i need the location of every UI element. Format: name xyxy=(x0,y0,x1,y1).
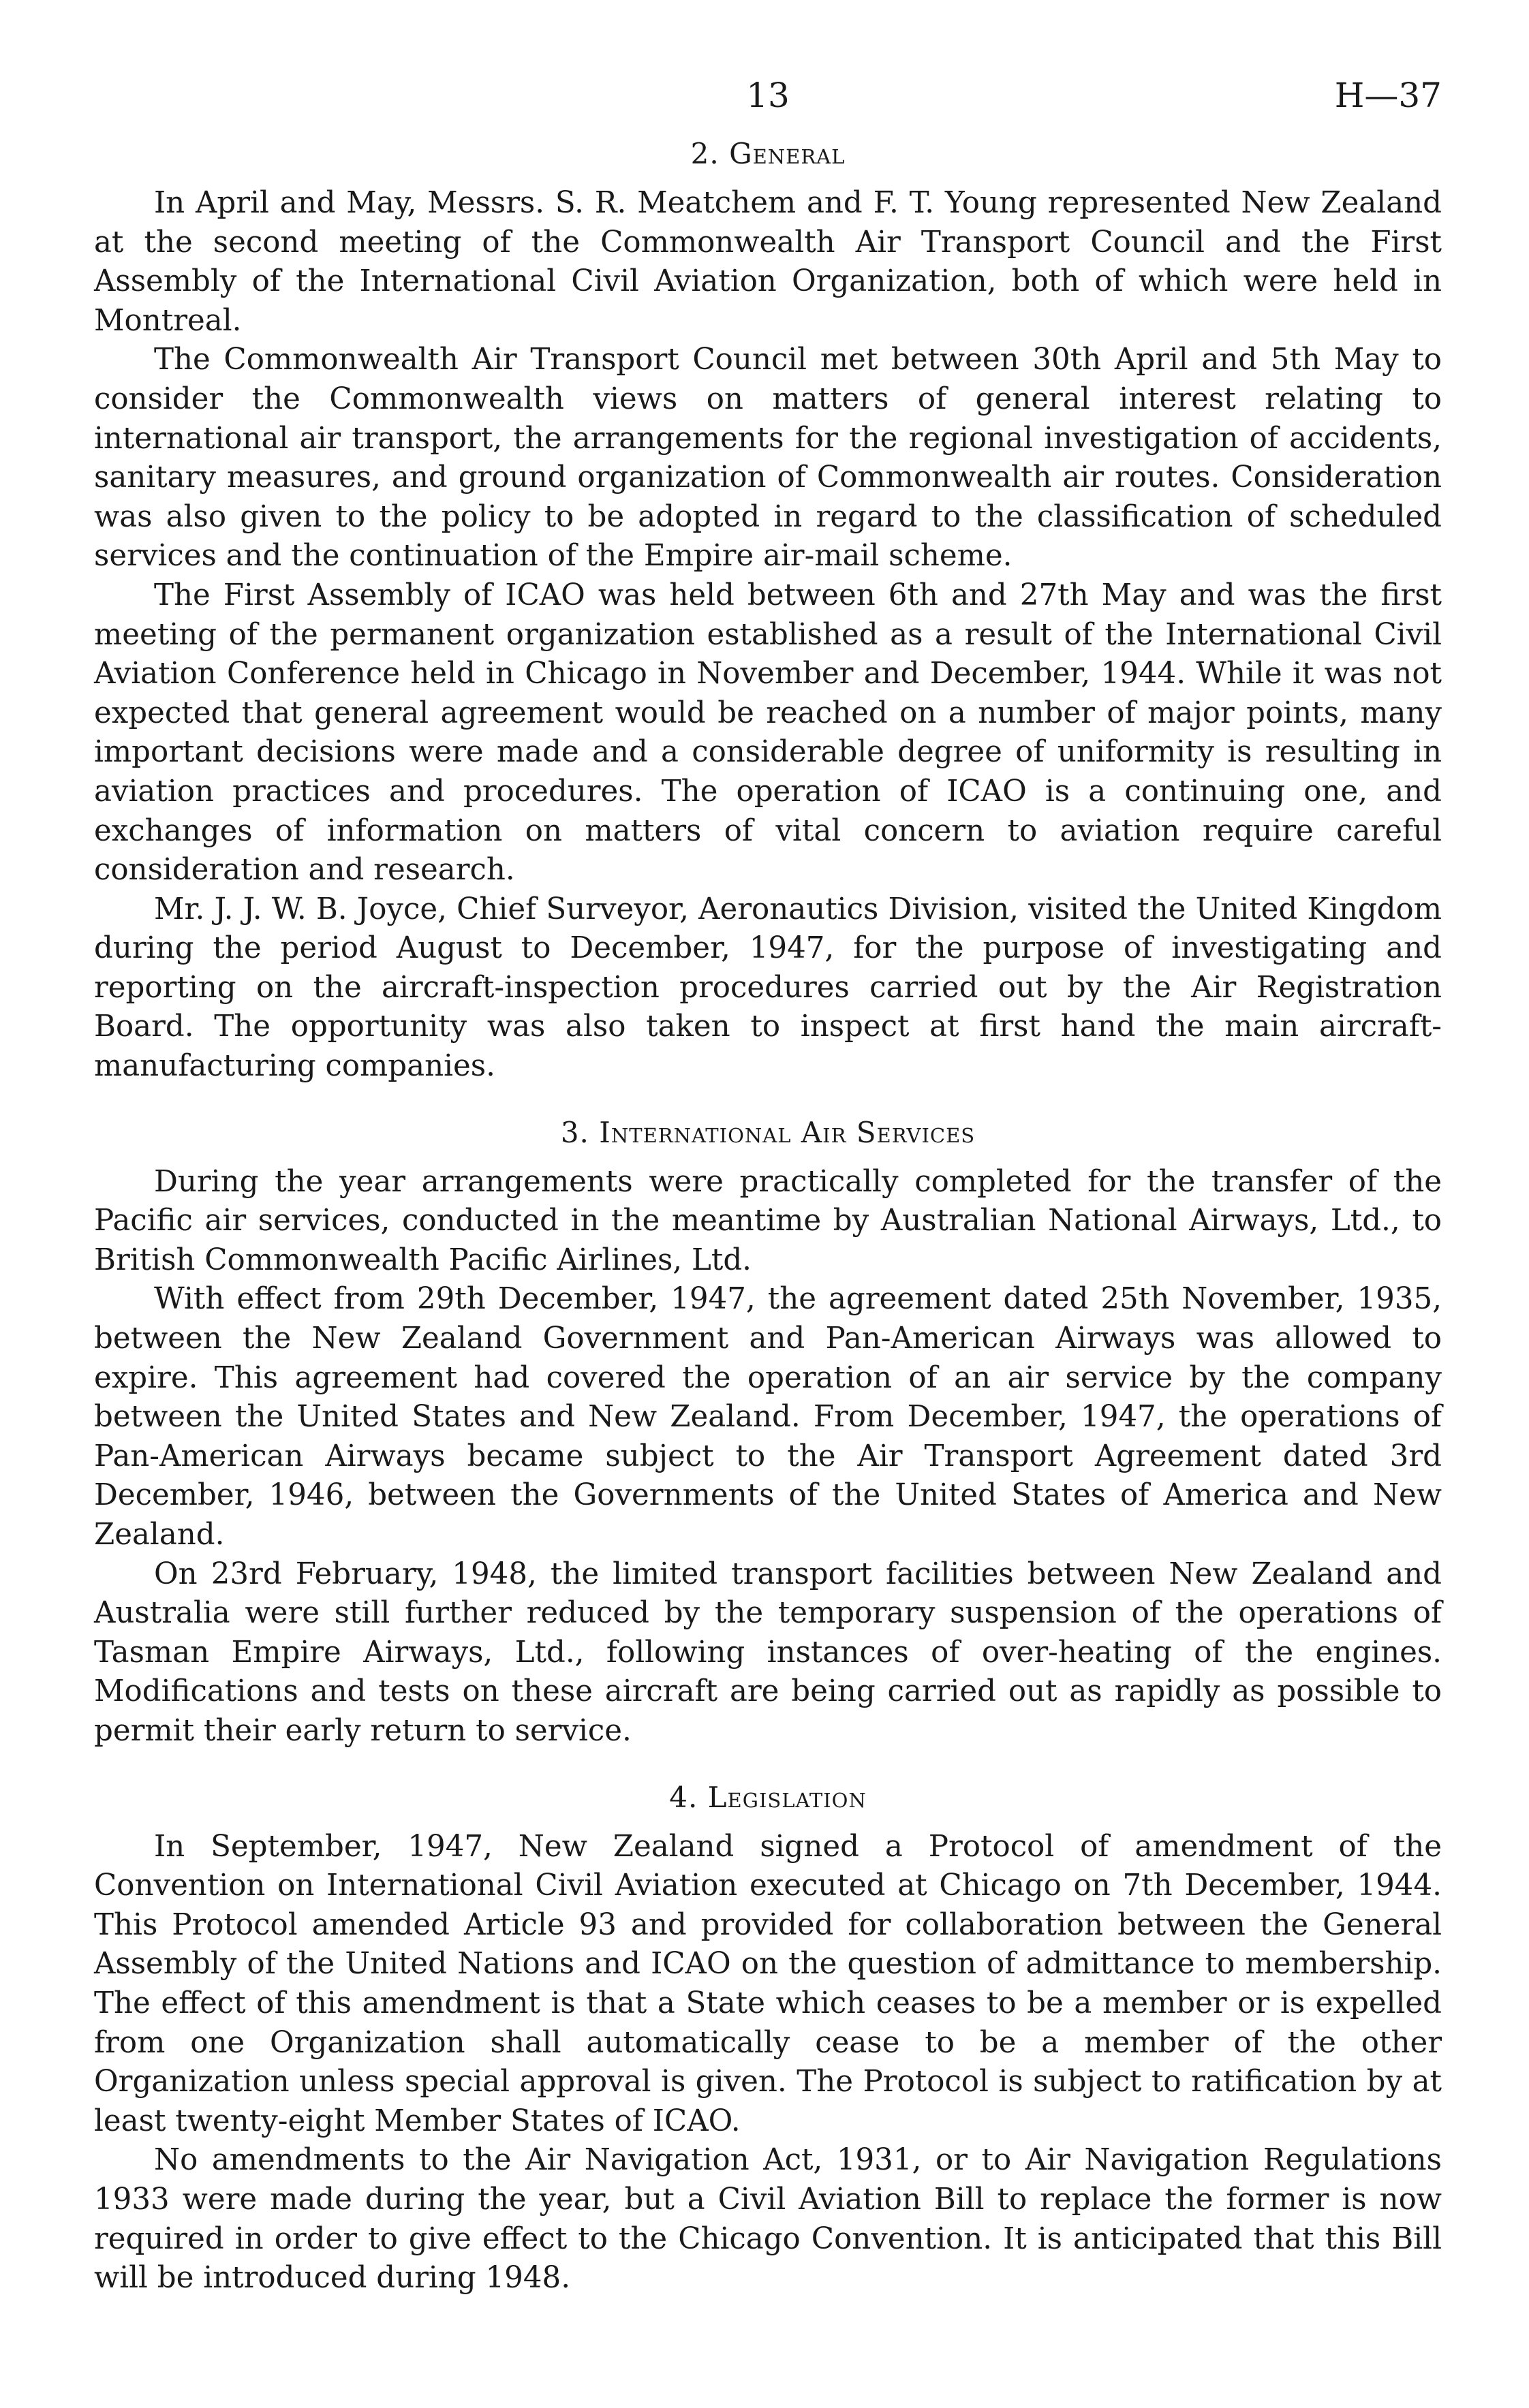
section-legislation xyxy=(94,1779,1442,2298)
page-number: 13 xyxy=(746,76,790,115)
section-heading xyxy=(94,135,1442,173)
section-number: 2. xyxy=(690,137,720,170)
section-number: 4. xyxy=(669,1780,698,1814)
document-page xyxy=(94,68,1442,2313)
paragraph: Mr. J. J. W. B. Joyce, Chief Surveyor, Aeronautics Division, visited the United Kingdom during the period August to December, 1947, for the purpose of investigating and reporting on the aircraft-inspection procedures carried out by the Air Registration Board. The opportunity was also taken to inspect at first hand the main aircraft-manufacturing companies. xyxy=(94,892,1442,1084)
section-title: International Air Services xyxy=(599,1115,976,1149)
section-heading xyxy=(94,1114,1442,1152)
section-title: Legislation xyxy=(707,1780,867,1814)
paragraph: In September, 1947, New Zealand signed a Protocol of amendment of the Convention on International Civil Aviation executed at Chicago on 7th December, 1944. This Protocol amended Article 93 and provided for collaboration between the General Assembly of the United Nations and ICAO on the question of admittance to membership. The effect of this amendment is that a State which ceases to be a member or is expelled from one Organization shall automatically cease to be a member of the other Organization unless special approval is given. The Protocol is subject to ratification by at least twenty-eight Member States of ICAO. xyxy=(94,1829,1442,2138)
page-header xyxy=(94,68,1442,123)
paragraph: With effect from 29th December, 1947, the agreement dated 25th November, 1935, between the New Zealand Government and Pan-American Airways was allowed to expire. This agreement had covered the operation of an air service by the company between the United States and New Zealand. From December, 1947, the operations of Pan-American Airways became subject to the Air Transport Agreement dated 3rd December, 1946, between the Governments of the United States of America and New Zealand. xyxy=(94,1282,1442,1552)
paragraph: On 23rd February, 1948, the limited transport facilities between New Zealand and Australia were still further reduced by the temporary suspension of the operations of Tasman Empire Airways, Ltd., following instances of over-heating of the engines. Modifications and tests on these aircraft are being carried out as rapidly as possible to permit their early return to service. xyxy=(94,1557,1442,1748)
paragraph: The First Assembly of ICAO was held between 6th and 27th May and was the first meeting of the permanent organization established as a result of the International Civil Aviation Conference held in Chicago in November and December, 1944. While it was not expected that general agreement would be reached on a number of major points, many important decisions were made and a considerable degree of uniformity is resulting in aviation practices and procedures. The operation of ICAO is a continuing one, and exchanges of information on matters of vital concern to aviation require careful consideration and research. xyxy=(94,578,1442,888)
section-international-air-services xyxy=(94,1114,1442,1751)
paragraph: No amendments to the Air Navigation Act, 1931, or to Air Navigation Regulations 1933 were made during the year, but a Civil Aviation Bill to replace the former is now required in order to give effect to the Chicago Convention. It is anticipated that this Bill will be introduced during 1948. xyxy=(94,2143,1442,2296)
section-heading xyxy=(94,1779,1442,1817)
section-number: 3. xyxy=(560,1115,589,1149)
paragraph: In April and May, Messrs. S. R. Meatchem and F. T. Young represented New Zealand at the second meeting of the Commonwealth Air Transport Council and the First Assembly of the International Civil Aviation Organization, both of which were held in Montreal. xyxy=(94,186,1442,338)
document-reference: H—37 xyxy=(1334,76,1442,115)
section-general xyxy=(94,135,1442,1086)
section-title: General xyxy=(729,137,846,170)
paragraph: During the year arrangements were practically completed for the transfer of the Pacific air services, conducted in the meantime by Australian National Airways, Ltd., to British Commonwealth Pacific Airlines, Ltd. xyxy=(94,1164,1442,1277)
paragraph: The Commonwealth Air Transport Council met between 30th April and 5th May to consider the Commonwealth views on matters of general interest relating to international air transport, the arrangements for the regional investigation of accidents, sanitary measures, and ground organization of Commonwealth air routes. Consideration was also given to the policy to be adopted in regard to the classification of scheduled services and the continuation of the Empire air-mail scheme. xyxy=(94,343,1442,574)
